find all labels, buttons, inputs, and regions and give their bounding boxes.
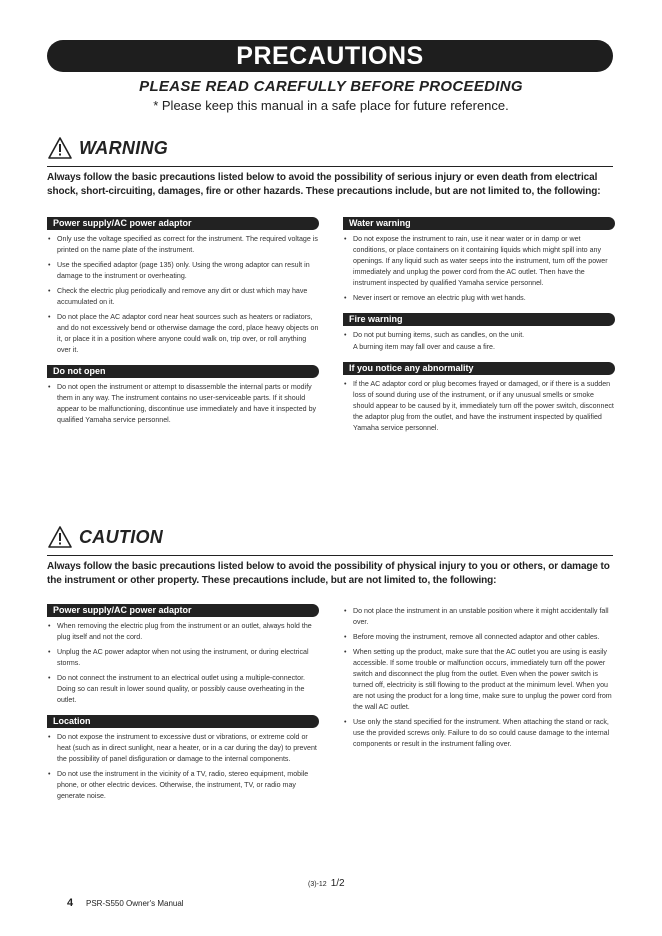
- warning-triangle-icon: [47, 525, 73, 549]
- list-item: • Only use the voltage specified as correct for the instrument. The required voltage is printed on the name plate of the instrument.: [47, 234, 319, 256]
- caution-title: CAUTION: [79, 526, 164, 547]
- list-item: • Do not put burning items, such as candles, on the unit.: [343, 330, 615, 341]
- list-item: • Do not open the instrument or attempt to disassemble the internal parts or modify them in any way. The instrument contains no user-serviceable parts. If it should appear to be malfunctioning, discontinue use immediately and have it inspected by qualified Yamaha service personnel.: [47, 382, 319, 426]
- list-item: • Use the specified adaptor (page 135) only. Using the wrong adaptor can result in damage to the instrument or overheating.: [47, 260, 319, 282]
- warning-right-column: [343, 217, 615, 438]
- caution-right-list: [343, 606, 615, 750]
- list-item: • Never insert or remove an electric plug with wet hands.: [343, 293, 615, 304]
- warning-heading: [47, 136, 168, 160]
- caution-location-heading: Location: [47, 715, 319, 728]
- warning-open-list: [47, 382, 319, 426]
- warning-title: WARNING: [79, 137, 169, 158]
- list-item: • Do not place the AC adaptor cord near heat sources such as heaters or radiators, and do not excessively bend or otherwise damage the cord, place heavy objects on it, or place it in a position where anyone could walk on, trip over, or roll anything over it.: [47, 312, 319, 356]
- warning-divider: [47, 166, 613, 167]
- caution-power-heading: Power supply/AC power adaptor: [47, 604, 319, 617]
- warning-water-list: [343, 234, 615, 304]
- caution-location-list: [47, 732, 319, 802]
- list-item: • Do not use the instrument in the vicinity of a TV, radio, stereo equipment, mobile phone, or other electric devices. Otherwise, the instrument, TV, or radio may generate noise.: [47, 769, 319, 802]
- list-item: • If the AC adaptor cord or plug becomes frayed or damaged, or if there is a sudden loss of sound during use of the instrument, or if any unusual smells or smoke should appear to be caused by it, immediately turn off the power switch, disconnect the adaptor plug from the outlet, and have the instrument inspected by qualified Yamaha service personnel.: [343, 379, 615, 434]
- warning-triangle-icon: [47, 136, 73, 160]
- keep-manual-note: * Please keep this manual in a safe place for future reference.: [153, 98, 509, 113]
- footer-code-text: (3)-12: [308, 881, 327, 888]
- list-item: • Do not expose the instrument to rain, use it near water or in damp or wet conditions, or place containers on it containing liquids which might spill into any openings. If any liquid such as water seeps into the instrument, turn off the power immediately and unplug the power cord from the AC outlet. Then have the instrument inspected by qualified Yamaha service personnel.: [343, 234, 615, 289]
- warning-power-heading: Power supply/AC power adaptor: [47, 217, 319, 230]
- warning-abnormality-list: [343, 379, 615, 434]
- list-item: • When removing the electric plug from the instrument or an outlet, always hold the plug itself and not the cord.: [47, 621, 319, 643]
- footer-code: [308, 878, 345, 889]
- list-item: • Check the electric plug periodically and remove any dirt or dust which may have accumulated on it.: [47, 286, 319, 308]
- list-item: • Do not place the instrument in an unstable position where it might accidentally fall over.: [343, 606, 615, 628]
- subtitle: PLEASE READ CAREFULLY BEFORE PROCEEDING: [139, 78, 523, 95]
- list-item: • Unplug the AC power adaptor when not using the instrument, or during electrical storms.: [47, 647, 319, 669]
- list-item: • Use only the stand specified for the instrument. When attaching the stand or rack, use the provided screws only. Failure to do so could cause damage to the internal components or result in the instrument falling over.: [343, 717, 615, 750]
- warning-left-column: [47, 217, 319, 430]
- warning-lead: Always follow the basic precautions listed below to avoid the possibility of serious injury or even death from electrical shock, short-circuiting, damages, fire or other hazards. These precautions include, but are not limited to, the following:: [47, 172, 601, 197]
- list-item: • Do not connect the instrument to an electrical outlet using a multiple-connector. Doing so can result in lower sound quality, or possibly cause overheating in the outlet.: [47, 673, 319, 706]
- list-item: • Before moving the instrument, remove all connected adaptor and other cables.: [343, 632, 615, 643]
- warning-fire-heading: Fire warning: [343, 313, 615, 326]
- caution-heading: [47, 525, 163, 549]
- page-number: 4: [67, 897, 74, 909]
- warning-abnormality-heading: If you notice any abnormality: [343, 362, 615, 375]
- caution-divider: [47, 555, 613, 556]
- warning-open-heading: Do not open: [47, 365, 319, 378]
- page-title: PRECAUTIONS: [47, 40, 613, 72]
- warning-water-heading: Water warning: [343, 217, 615, 230]
- caution-left-column: [47, 604, 319, 806]
- manual-name: PSR-S550 Owner's Manual: [86, 899, 184, 908]
- footer-page-fraction: 1/2: [330, 878, 345, 889]
- list-item: • When setting up the product, make sure that the AC outlet you are using is easily accessible. If some trouble or malfunction occurs, immediately turn off the power switch and disconnect the plug from the outlet. Even when the power switch is turned off, electricity is still flowing to the product at the minimum level. When you are not using the product for a long time, make sure to unplug the power cord from the wall AC outlet.: [343, 647, 615, 713]
- fire-warning-extra: A burning item may fall over and cause a fire.: [353, 343, 495, 351]
- warning-power-list: [47, 234, 319, 356]
- caution-right-column: [343, 606, 615, 754]
- caution-power-list: [47, 621, 319, 706]
- caution-lead: Always follow the basic precautions listed below to avoid the possibility of physical injury to you or others, or damage to the instrument or other property. These precautions include, but are not limited to, the following:: [47, 561, 610, 586]
- list-item: • Do not expose the instrument to excessive dust or vibrations, or extreme cold or heat (such as in direct sunlight, near a heater, or in a car during the day) to prevent the possibility of panel disfiguration or damage to the internal components.: [47, 732, 319, 765]
- warning-fire-list: [343, 330, 615, 341]
